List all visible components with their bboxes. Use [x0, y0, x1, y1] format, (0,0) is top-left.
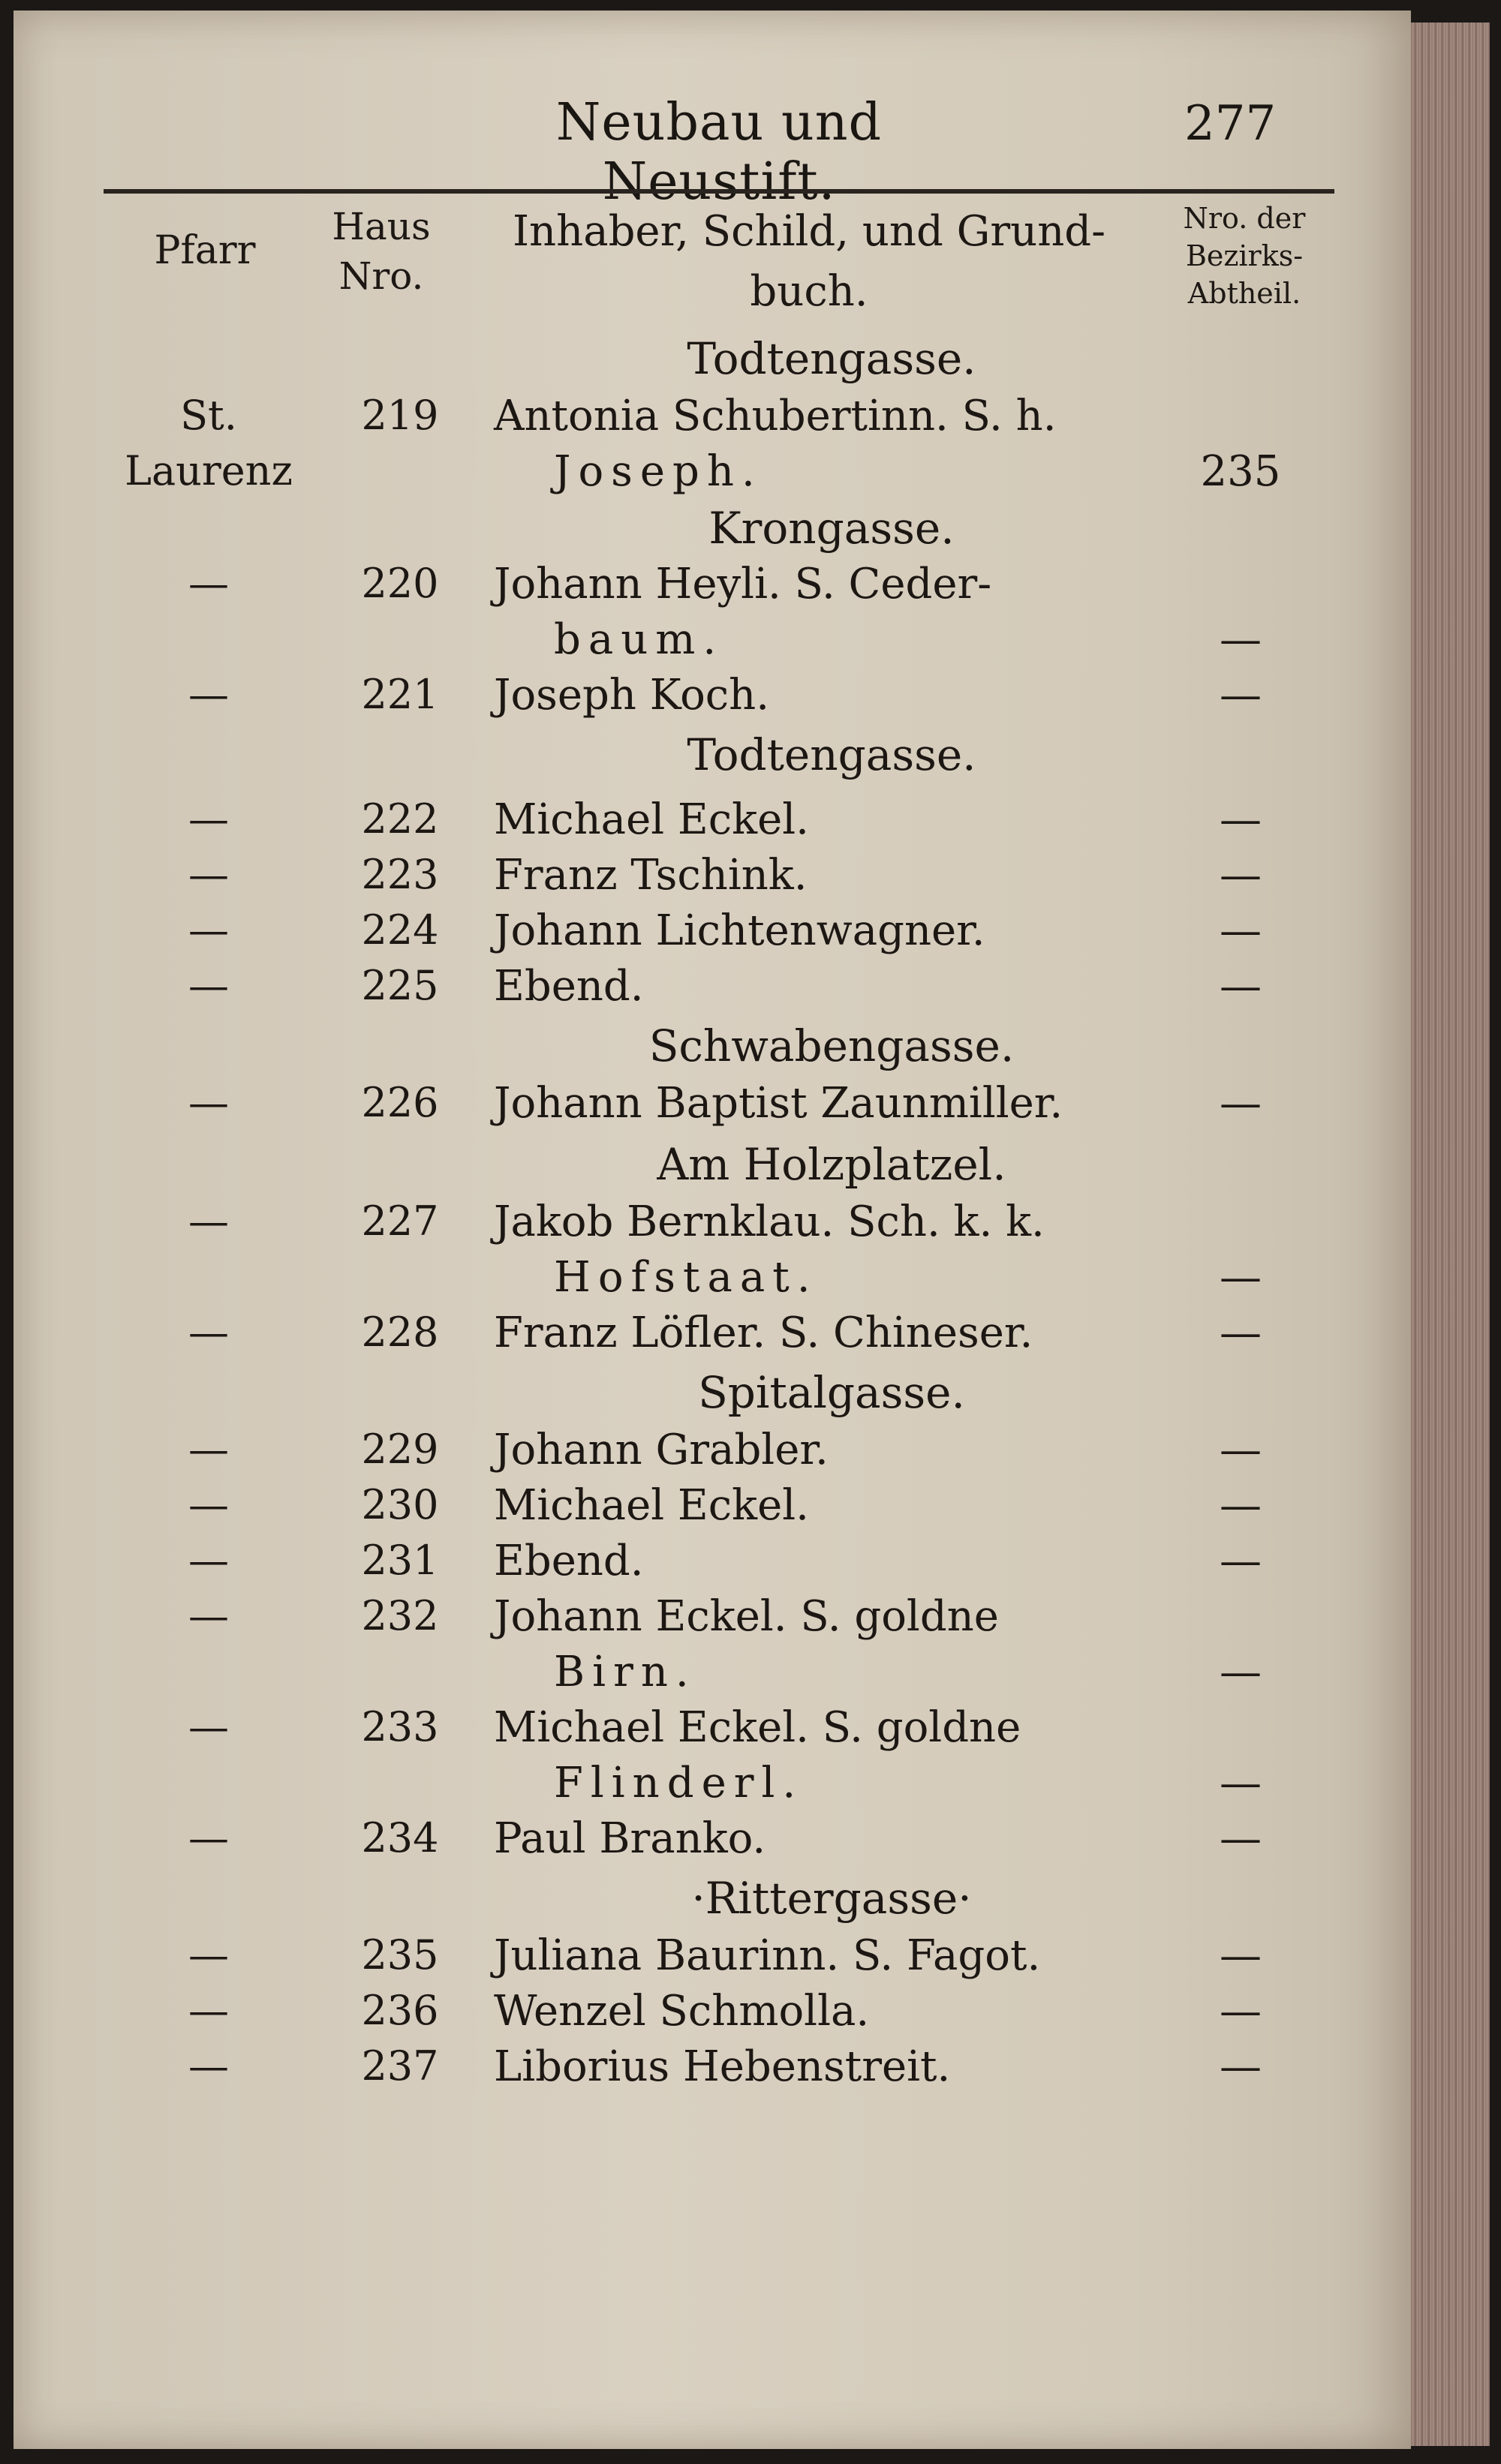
owner-cell: Franz Tschink. [494, 851, 808, 900]
district-cell: — [1220, 962, 1262, 1011]
table-row [14, 615, 1411, 669]
column-header-bezirk-line2: Bezirks- [1185, 239, 1304, 272]
house-number-cell: 228 [361, 1309, 439, 1356]
district-cell: — [1220, 1759, 1262, 1807]
owner-cell: Liborius Hebenstreit. [494, 2042, 951, 2091]
table-row [14, 962, 1411, 1016]
district-cell: — [1220, 1253, 1262, 1302]
district-cell: — [1220, 1537, 1262, 1585]
owner-cell: Juliana Baurinn. S. Fagot. [494, 1931, 1041, 1980]
house-number-cell: 220 [361, 560, 439, 607]
district-cell: — [1220, 1481, 1262, 1530]
house-number-cell: 232 [361, 1592, 439, 1639]
pfarr-cell: — [188, 906, 229, 954]
owner-cell: Antonia Schubertinn. S. h. [494, 392, 1057, 440]
pfarr-cell: — [188, 1987, 229, 2034]
table-row [14, 1648, 1411, 1702]
house-number-cell: 226 [361, 1079, 439, 1126]
column-header-inhaber-line1: Inhaber, Schild, und Grund- [512, 207, 1106, 256]
owner-continuation: baum. [554, 615, 724, 664]
house-number-cell: 227 [361, 1197, 439, 1245]
house-number-cell: 219 [361, 392, 439, 439]
house-number-cell: 231 [361, 1537, 439, 1584]
house-number-cell: 236 [361, 1987, 439, 2034]
table-row [14, 1426, 1411, 1480]
district-cell: — [1220, 1931, 1262, 1980]
pfarr-cell: — [188, 1426, 229, 1473]
table-row [14, 2042, 1411, 2096]
table-row [14, 1309, 1411, 1363]
owner-cell: Joseph Koch. [494, 671, 770, 720]
street-heading: Todtengasse. [687, 333, 976, 384]
column-header-haus-line2: Nro. [338, 254, 424, 298]
house-number-cell: 221 [361, 671, 439, 718]
book-page [14, 11, 1411, 2449]
owner-cell: Michael Eckel. [494, 1481, 809, 1530]
house-number-cell: 233 [361, 1703, 439, 1750]
table-row [14, 1759, 1411, 1813]
table-row [14, 1481, 1411, 1535]
house-number-cell: 237 [361, 2042, 439, 2090]
pfarr-cell: — [188, 671, 229, 718]
owner-cell: Franz Löfler. S. Chineser. [494, 1309, 1033, 1357]
owner-cell: Paul Branko. [494, 1814, 766, 1863]
pfarr-cell: — [188, 560, 229, 607]
table-row [14, 1814, 1411, 1868]
column-header-bezirk-line3: Abtheil. [1187, 277, 1301, 310]
district-cell: — [1220, 906, 1262, 955]
page-number: 277 [1184, 96, 1277, 152]
table-row [14, 1079, 1411, 1133]
pfarr-cell: — [188, 1481, 229, 1528]
owner-cell: Johann Heyli. S. Ceder- [494, 560, 992, 608]
pfarr-cell: — [188, 851, 229, 898]
street-heading: Am Holzplatzel. [657, 1139, 1006, 1190]
pfarr-cell: — [188, 795, 229, 843]
table-row [14, 1537, 1411, 1591]
street-heading: Todtengasse. [687, 729, 976, 780]
house-number-cell: 235 [361, 1931, 439, 1979]
owner-cell: Johann Lichtenwagner. [494, 906, 985, 955]
pfarr-cell: — [188, 1537, 229, 1584]
district-cell: 235 [1200, 447, 1281, 496]
district-cell: — [1220, 2042, 1262, 2091]
owner-cell: Johann Baptist Zaunmiller. [494, 1079, 1063, 1128]
house-number-cell: 230 [361, 1481, 439, 1528]
district-cell: — [1220, 615, 1262, 664]
owner-continuation: Flinderl. [554, 1759, 804, 1807]
table-row [14, 671, 1411, 725]
table-row [14, 795, 1411, 849]
pfarr-cell: — [188, 1703, 229, 1750]
table-row [14, 560, 1411, 614]
page-edges [1411, 23, 1490, 2446]
house-number-cell: 234 [361, 1814, 439, 1862]
district-cell: — [1220, 1648, 1262, 1696]
table-row [14, 851, 1411, 905]
district-cell: — [1220, 1987, 1262, 2036]
owner-cell: Wenzel Schmolla. [494, 1987, 870, 2036]
district-cell: — [1220, 1309, 1262, 1357]
street-heading: ·Rittergasse· [691, 1873, 972, 1924]
table-row [14, 1931, 1411, 1985]
district-cell: — [1220, 851, 1262, 900]
running-title: Neubau und Neustift. [555, 93, 883, 212]
pfarr-cell: — [188, 1197, 229, 1245]
column-header-inhaber-line2: buch. [750, 267, 868, 316]
column-header-haus-line1: Haus [332, 205, 431, 248]
column-header-pfarr: Pfarr [154, 228, 256, 273]
table-row [14, 1987, 1411, 2041]
owner-continuation: Joseph. [554, 447, 763, 496]
owner-cell: Johann Grabler. [494, 1426, 829, 1474]
pfarr-cell: — [188, 1814, 229, 1862]
owner-continuation: Hofstaat. [554, 1253, 818, 1302]
table-row [14, 392, 1411, 446]
pfarr-cell: St. [180, 392, 237, 439]
owner-cell: Jakob Bernklau. Sch. k. k. [494, 1197, 1045, 1246]
district-cell: — [1220, 1426, 1262, 1474]
pfarr-cell: Laurenz [125, 447, 293, 494]
house-number-cell: 225 [361, 962, 439, 1009]
street-heading: Spitalgasse. [698, 1367, 965, 1418]
district-cell: — [1220, 1079, 1262, 1128]
house-number-cell: 229 [361, 1426, 439, 1473]
pfarr-cell: — [188, 1309, 229, 1356]
house-number-cell: 222 [361, 795, 439, 843]
table-row [14, 447, 1411, 501]
street-heading: Schwabengasse. [648, 1020, 1015, 1071]
table-row [14, 906, 1411, 960]
owner-cell: Michael Eckel. [494, 795, 809, 844]
pfarr-cell: — [188, 1592, 229, 1639]
register-body [14, 11, 1411, 2449]
table-row [14, 1592, 1411, 1646]
house-number-cell: 224 [361, 906, 439, 954]
owner-cell: Ebend. [494, 1537, 644, 1585]
district-cell: — [1220, 795, 1262, 844]
column-header-bezirk-line1: Nro. der [1183, 202, 1306, 235]
pfarr-cell: — [188, 1931, 229, 1979]
house-number-cell: 223 [361, 851, 439, 898]
table-row [14, 1197, 1411, 1252]
owner-cell: Ebend. [494, 962, 644, 1011]
street-heading: Krongasse. [708, 503, 955, 554]
table-row [14, 1253, 1411, 1307]
owner-cell: Johann Eckel. S. goldne [494, 1592, 999, 1641]
district-cell: — [1220, 1814, 1262, 1863]
owner-continuation: Birn. [554, 1648, 696, 1696]
district-cell: — [1220, 671, 1262, 720]
owner-cell: Michael Eckel. S. goldne [494, 1703, 1021, 1752]
pfarr-cell: — [188, 1079, 229, 1126]
table-row [14, 1703, 1411, 1757]
pfarr-cell: — [188, 962, 229, 1009]
pfarr-cell: — [188, 2042, 229, 2090]
